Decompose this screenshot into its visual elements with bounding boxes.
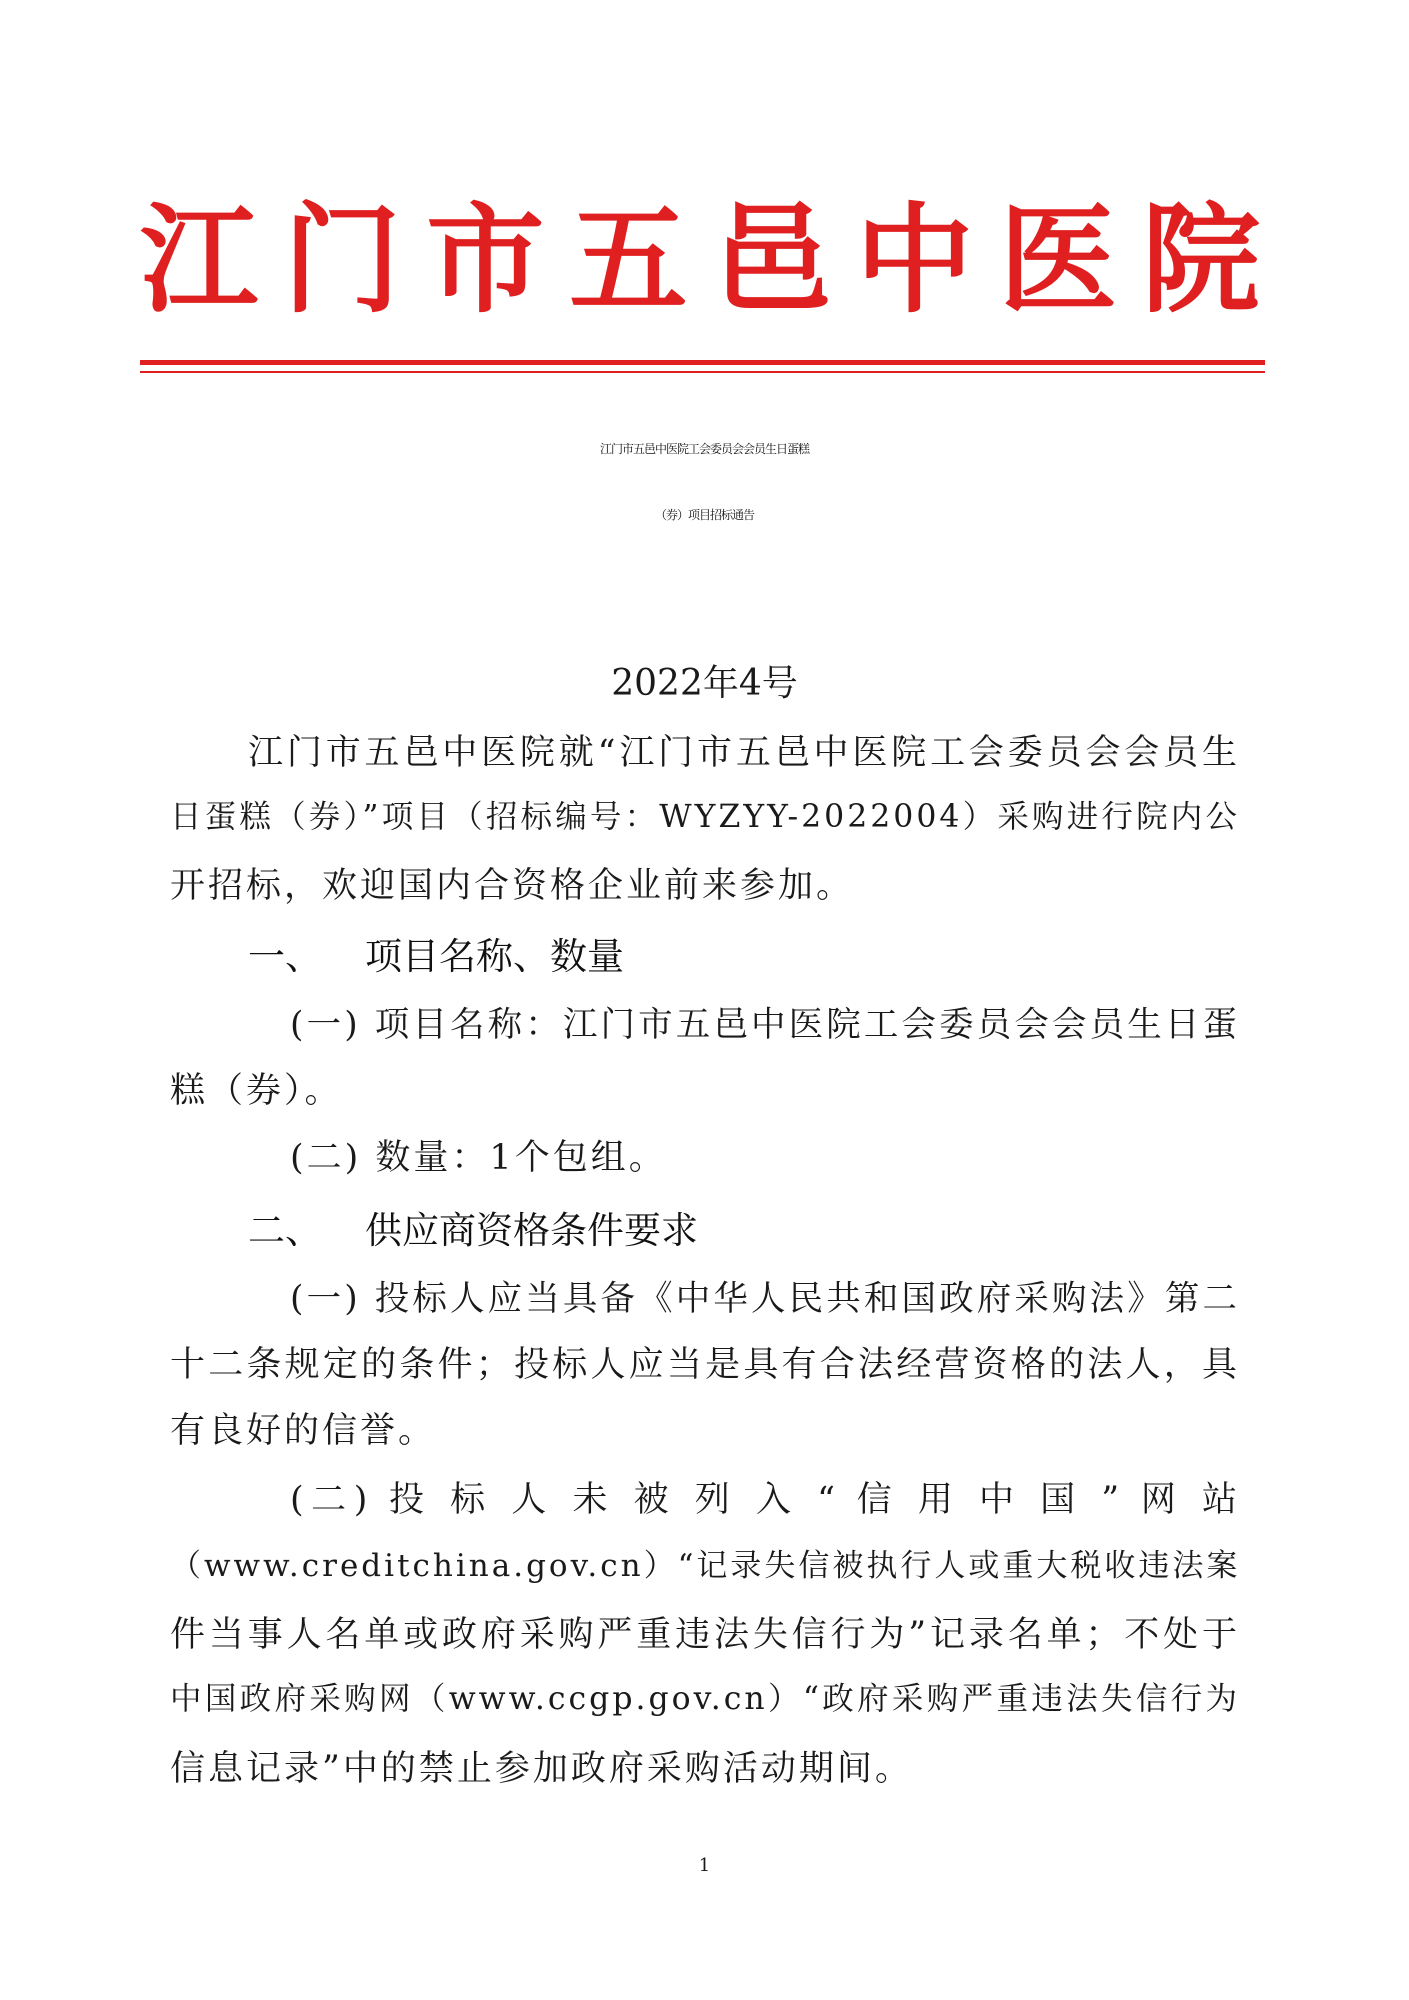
section-item-line: (一) 投标人应当具备《中华人民共和国政府采购法》第二 xyxy=(290,1279,1240,1319)
intro-line: 江门市五邑中医院就“江门市五邑中医院工会委员会会员生 xyxy=(248,733,1240,773)
section-item-line: 糕（券）。 xyxy=(170,1071,343,1111)
letterhead-char: 中 xyxy=(855,190,974,329)
letterhead-title xyxy=(140,180,1260,340)
letterhead-char: 五 xyxy=(569,190,688,329)
intro-line: 日蛋糕（券）”项目（招标编号：WYZYY-2022004）采购进行院内公 xyxy=(170,799,1240,835)
section-item-line: （www.creditchina.gov.cn）“记录失信被执行人或重大税收违法案 xyxy=(170,1548,1241,1584)
document-title-line1: 江门市五邑中医院工会委员会会员生日蛋糕 xyxy=(599,442,809,456)
letterhead-divider-thick xyxy=(140,360,1265,365)
section-item-line: 十二条规定的条件；投标人应当是具有合法经营资格的法人，具 xyxy=(170,1345,1240,1385)
letterhead-char: 邑 xyxy=(712,190,831,329)
section-heading: 供应商资格条件要求 xyxy=(365,1209,698,1252)
section-item-line: (二) 数量：1个包组。 xyxy=(290,1138,667,1178)
document-title-line2: （券）项目招标通告 xyxy=(654,508,754,522)
page-number: 1 xyxy=(698,1855,711,1876)
letterhead-char: 门 xyxy=(283,190,402,329)
section-number: 二、 xyxy=(248,1209,322,1252)
section-item-line: (一) 项目名称：江门市五邑中医院工会委员会会员生日蛋 xyxy=(290,1005,1240,1045)
section-item-line: 件当事人名单或政府采购严重违法失信行为”记录名单；不处于 xyxy=(170,1615,1240,1655)
letterhead-char: 江 xyxy=(140,190,259,329)
section-item-line: 中国政府采购网（www.ccgp.gov.cn）“政府采购严重违法失信行为 xyxy=(170,1681,1240,1717)
intro-line: 开招标，欢迎国内合资格企业前来参加。 xyxy=(170,866,855,906)
letterhead-divider-thin xyxy=(140,371,1265,373)
section-item-line: 信息记录”中的禁止参加政府采购活动期间。 xyxy=(170,1749,913,1789)
section-item-line: 有良好的信誉。 xyxy=(170,1411,437,1451)
letterhead-char: 市 xyxy=(426,190,545,329)
section-item-line: (二) 投 标 人 未 被 列 入 “ 信 用 中 国 ” 网 站 xyxy=(290,1480,1240,1520)
document-number: 2022年4号 xyxy=(611,663,798,704)
section-heading: 项目名称、数量 xyxy=(365,935,624,978)
letterhead-char: 院 xyxy=(1141,190,1260,329)
section-number: 一、 xyxy=(248,935,322,978)
letterhead-char: 医 xyxy=(998,190,1117,329)
